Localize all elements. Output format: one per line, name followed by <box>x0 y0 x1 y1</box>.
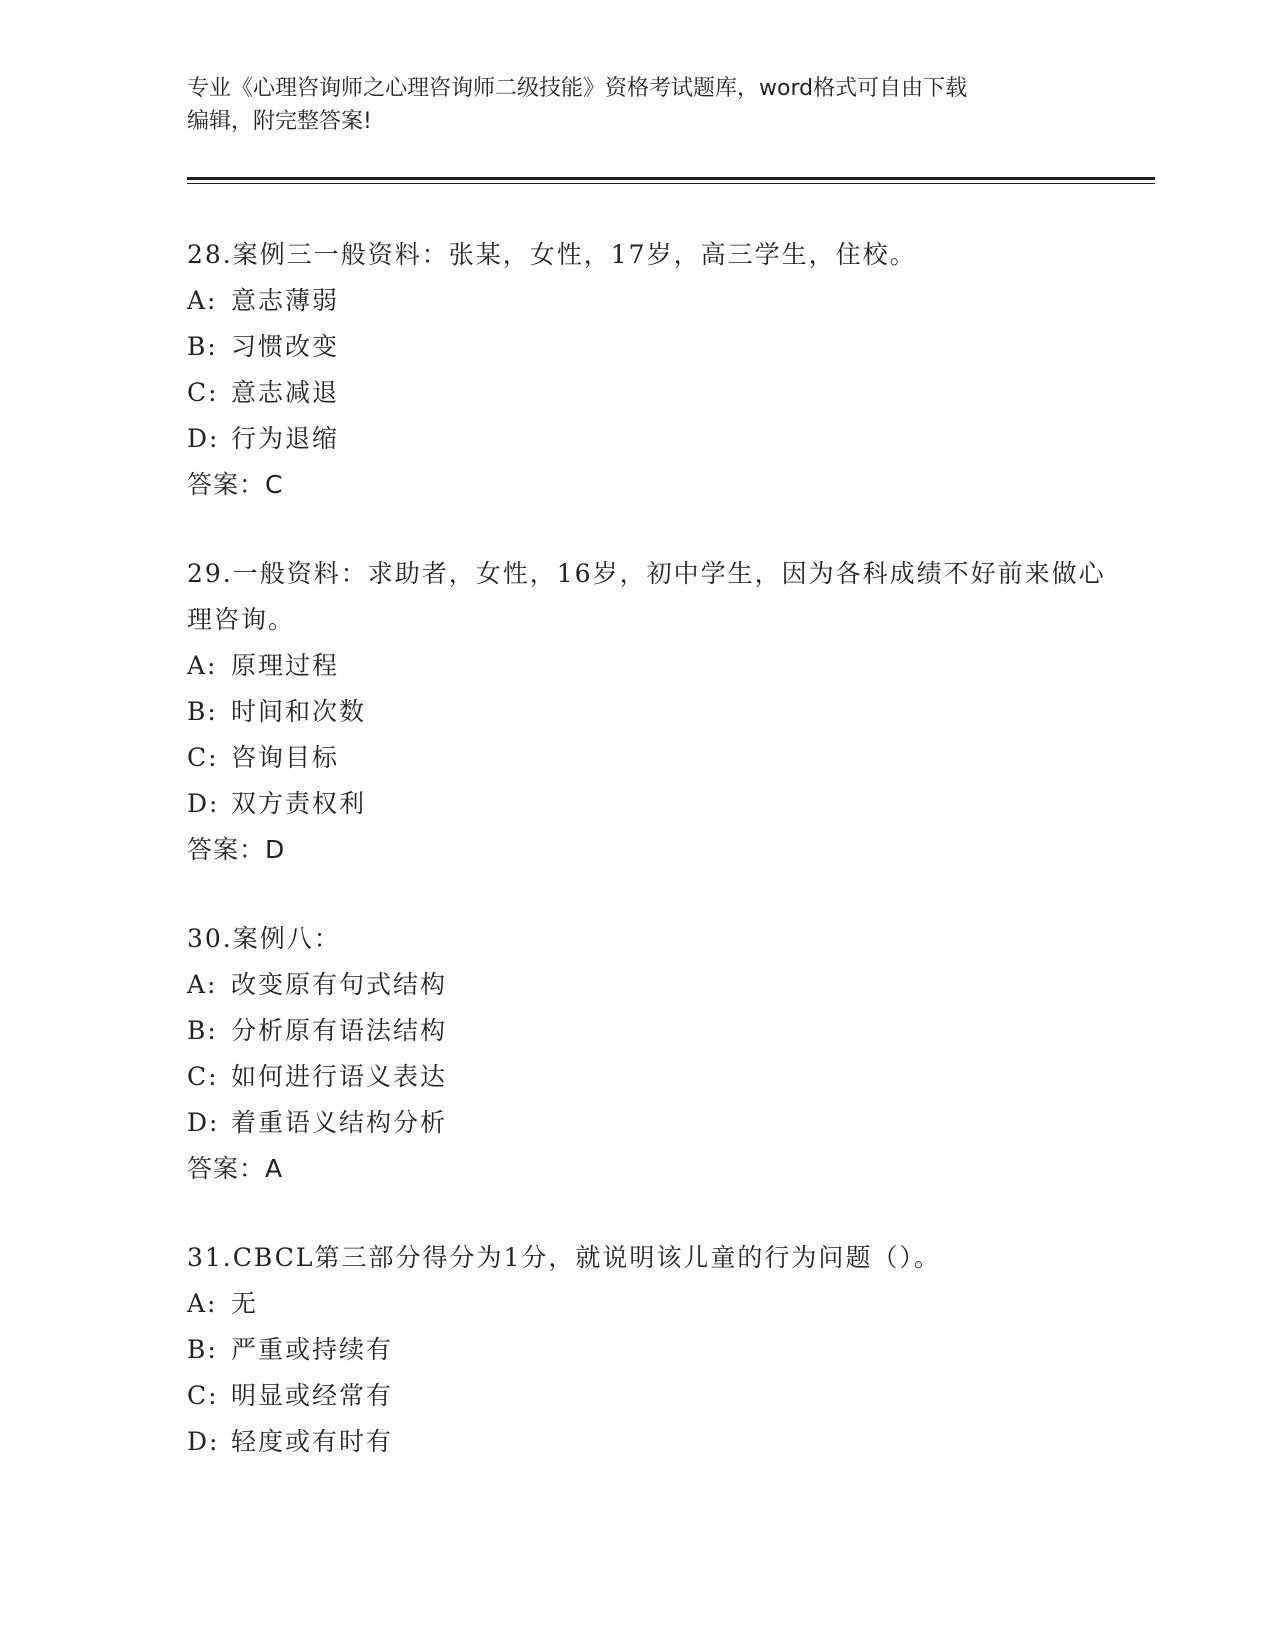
option-text: 着重语义结构分析 <box>231 1108 448 1137</box>
question-31 <box>187 1235 1107 1465</box>
option-key: C: <box>187 378 219 407</box>
option-d <box>187 1100 1107 1146</box>
option-key: A: <box>187 1289 218 1318</box>
option-a <box>187 962 1107 1008</box>
option-b <box>187 324 1107 370</box>
option-key: B: <box>187 332 218 361</box>
header-line-2: 编辑，附完整答案! <box>187 109 372 134</box>
option-key: A: <box>187 651 218 680</box>
option-a <box>187 643 1107 689</box>
option-b <box>187 1008 1107 1054</box>
option-key: D: <box>187 1108 220 1137</box>
option-a <box>187 1281 1107 1327</box>
option-text: 分析原有语法结构 <box>231 1016 448 1045</box>
option-key: B: <box>187 1016 218 1045</box>
question-30 <box>187 916 1107 1192</box>
option-text: 意志减退 <box>231 378 340 407</box>
question-text: 30.案例八： <box>187 924 341 953</box>
question-text: 28.案例三一般资料：张某，女性，17岁，高三学生，住校。 <box>187 240 917 269</box>
option-c <box>187 735 1107 781</box>
option-key: B: <box>187 697 218 726</box>
option-key: D: <box>187 789 220 818</box>
option-text: 行为退缩 <box>231 424 340 453</box>
option-text: 原理过程 <box>231 651 340 680</box>
option-key: C: <box>187 1062 219 1091</box>
option-key: B: <box>187 1335 218 1364</box>
option-text: 严重或持续有 <box>231 1335 394 1364</box>
option-text: 改变原有句式结构 <box>231 970 448 999</box>
option-b <box>187 1327 1107 1373</box>
question-text: 31.CBCL第三部分得分为1分，就说明该儿童的行为问题（）。 <box>187 1243 941 1272</box>
option-b <box>187 689 1107 735</box>
option-key: D: <box>187 1427 220 1456</box>
option-d <box>187 781 1107 827</box>
option-key: C: <box>187 1381 219 1410</box>
option-c <box>187 1054 1107 1100</box>
option-text: 如何进行语义表达 <box>231 1062 448 1091</box>
question-28 <box>187 232 1107 508</box>
option-key: D: <box>187 424 220 453</box>
option-c <box>187 370 1107 416</box>
option-a <box>187 278 1107 324</box>
option-text: 轻度或有时有 <box>231 1427 394 1456</box>
header-divider-thick <box>187 177 1155 180</box>
option-key: C: <box>187 743 219 772</box>
header-line-1: 专业《心理咨询师之心理咨询师二级技能》资格考试题库，word格式可自由下载 <box>187 76 968 101</box>
answer-line: 答案：D <box>187 835 286 864</box>
option-text: 习惯改变 <box>231 332 340 361</box>
option-d <box>187 416 1107 462</box>
option-text: 双方责权利 <box>231 789 367 818</box>
option-text: 明显或经常有 <box>231 1381 394 1410</box>
option-d <box>187 1419 1107 1465</box>
option-text: 意志薄弱 <box>231 286 340 315</box>
option-key: A: <box>187 970 218 999</box>
option-text: 咨询目标 <box>231 743 340 772</box>
question-29 <box>187 551 1107 873</box>
answer-line: 答案：A <box>187 1154 284 1183</box>
question-list <box>187 232 1107 1508</box>
option-c <box>187 1373 1107 1419</box>
document-header <box>187 72 1067 138</box>
option-text: 无 <box>231 1289 259 1318</box>
answer-line: 答案：C <box>187 470 284 499</box>
option-text: 时间和次数 <box>231 697 367 726</box>
question-text: 29.一般资料：求助者，女性，16岁，初中学生，因为各科成绩不好前来做心理咨询。 <box>187 559 1106 634</box>
header-divider-thin <box>187 183 1155 184</box>
option-key: A: <box>187 286 218 315</box>
